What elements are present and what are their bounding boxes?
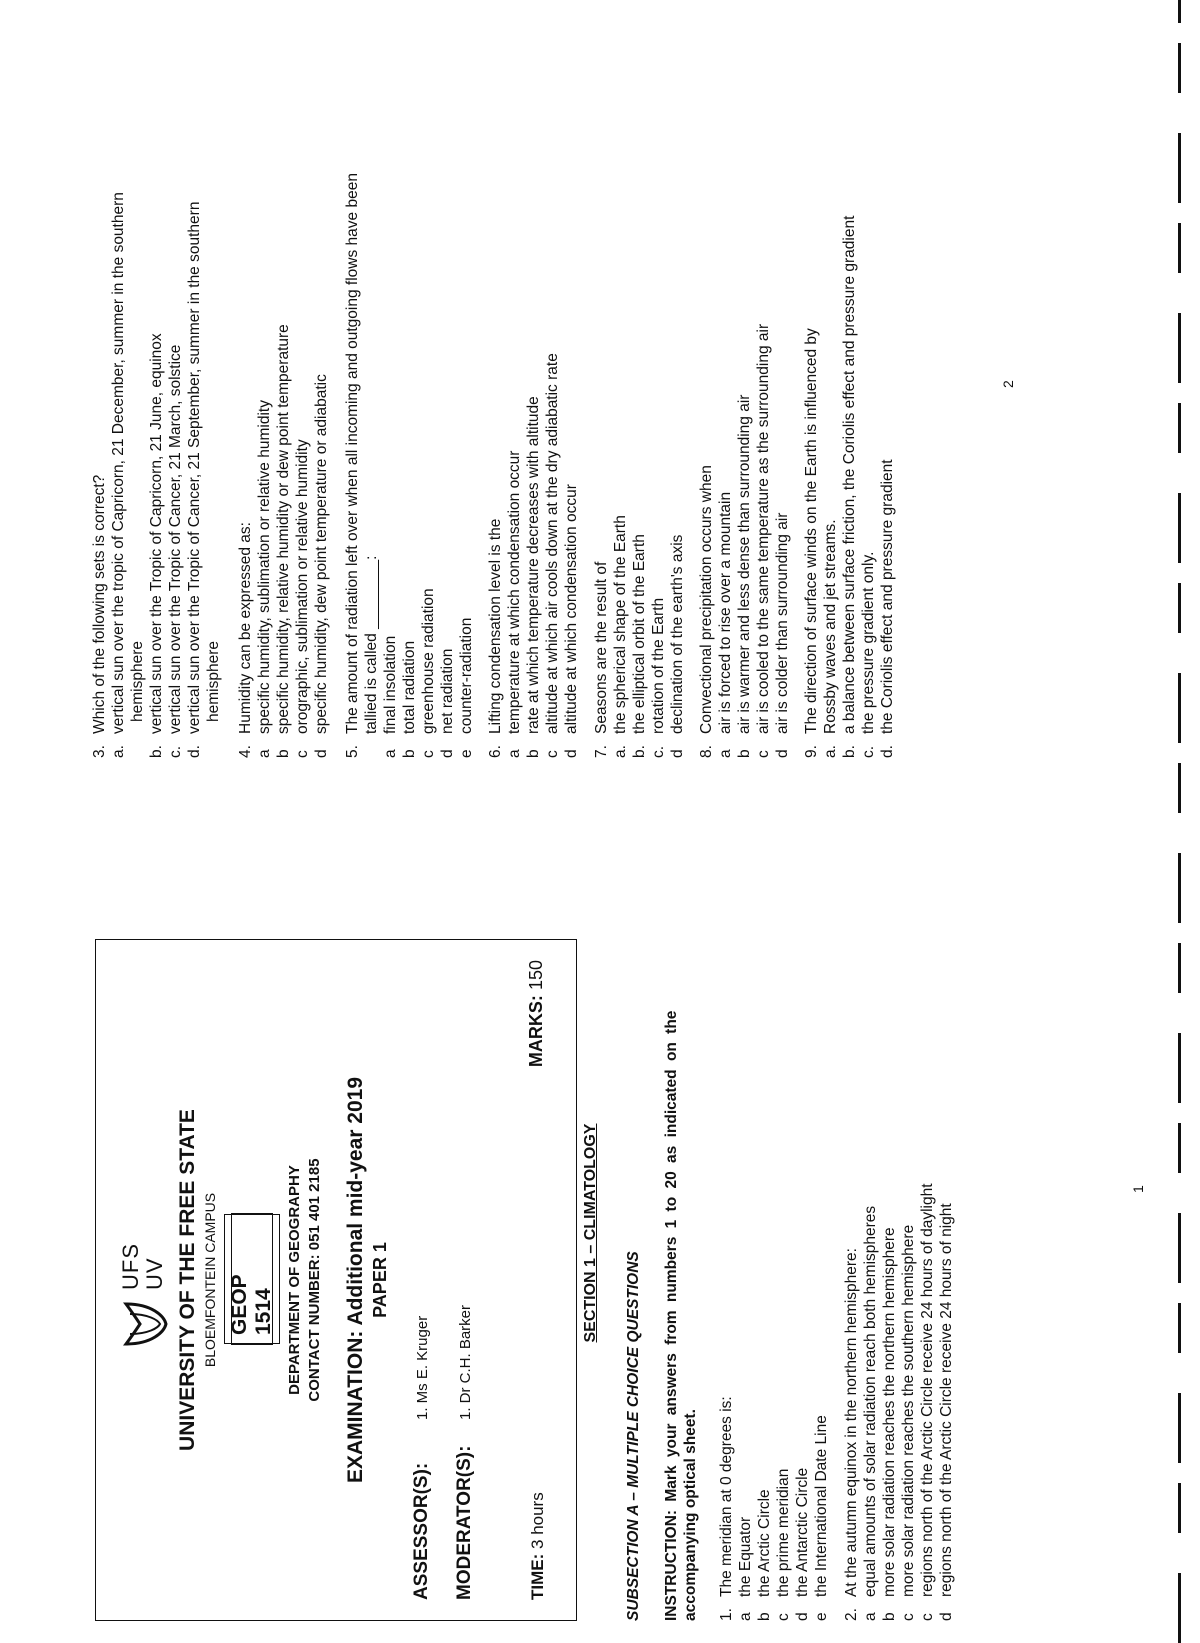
paper-number: PAPER 1 <box>370 1242 390 1318</box>
assessor-value: 1. Ms E. Kruger <box>414 1315 431 1420</box>
option-e: e the International Date Line <box>813 1415 830 1621</box>
marks-value: 150 <box>526 960 546 991</box>
option-b: b. a balance between surface friction, the Coriolis effect and pressure gradient <box>841 215 858 758</box>
option-e: e counter-radiation <box>458 617 475 758</box>
option-a: a air is forced to rise over a mountain <box>717 491 734 758</box>
ufs-logo <box>118 1200 170 1350</box>
option-b: b the Arctic Circle <box>756 1489 773 1621</box>
option-b: b rate at which temperature decreases with altitude <box>525 396 542 758</box>
question-stem: The meridian at 0 degrees is: <box>718 1396 735 1597</box>
question-number: 3. <box>91 745 108 758</box>
option-d: d net radiation <box>439 648 456 758</box>
question-number: 4. <box>237 745 254 758</box>
option-c: c orographic, sublimation or relative humidity <box>294 439 311 758</box>
question-stem: At the autumn equinox in the northern hemisphere: <box>843 1248 860 1597</box>
option-b: b more solar radiation reaches the northern hemisphere <box>881 1227 898 1621</box>
time-label: TIME: <box>528 1553 547 1600</box>
question-number: 1. <box>718 1608 735 1621</box>
question-1 <box>717 1396 831 1621</box>
question-stem-continued: tallied is called ________: <box>363 555 380 734</box>
question-stem: Which of the following sets is correct? <box>91 474 108 734</box>
logo-text-bottom: UV <box>142 1257 167 1290</box>
question-number: 6. <box>487 745 504 758</box>
option-c: c air is cooled to the same temperature as the surrounding air <box>755 323 772 758</box>
marks-label: MARKS: <box>526 995 546 1068</box>
question-number: 5. <box>344 745 361 758</box>
option-b: b total radiation <box>401 640 418 758</box>
question-stem: Humidity can be expressed as: <box>237 522 254 734</box>
option-c: c altitude at which air cools down at the dry adiabatic rate <box>544 353 561 758</box>
option-b: b air is warmer and less dense than surrounding air <box>736 394 753 758</box>
option-b: b. the elliptical orbit of the Earth <box>631 534 648 758</box>
question-8 <box>697 324 792 758</box>
question-number: 9. <box>803 745 820 758</box>
option-a: a specific humidity, sublimation or relative humidity <box>256 400 273 758</box>
option-d: d air is colder than surrounding air <box>774 512 791 758</box>
moderator-label: MODERATOR(S): <box>454 1445 475 1600</box>
scan-edge-line <box>1178 0 1181 1643</box>
option-a: a. vertical sun over the tropic of Capricorn, 21 December, summer in the southern <box>110 192 127 758</box>
assessor-label: ASSESSOR(S): <box>411 1462 432 1600</box>
option-c-alt: c regions north of the Arctic Circle receive 24 hours of daylight <box>919 1183 936 1621</box>
option-c: c. the pressure gradient only. <box>860 551 877 758</box>
option-b: b specific humidity, relative humidity or dew point temperature <box>275 324 292 758</box>
option-a: a the Equator <box>737 1516 754 1621</box>
question-6 <box>486 353 581 758</box>
question-9 <box>802 216 897 758</box>
option-d-continued: hemisphere <box>205 641 222 722</box>
course-code-box <box>228 1213 275 1345</box>
department-name: DEPARTMENT OF GEOGRAPHY <box>286 1165 303 1395</box>
option-d: d declination of the earth's axis <box>669 534 686 758</box>
time-value: 3 hours <box>528 1492 547 1549</box>
option-d: d. vertical sun over the Tropic of Cancer, 21 September, summer in the southern <box>186 201 203 758</box>
question-stem: Seasons are the result of <box>593 561 610 734</box>
option-a: a. Rossby waves and jet streams. <box>822 519 839 758</box>
option-b: b. vertical sun over the Tropic of Capricorn, 21 June, equinox <box>148 333 165 758</box>
option-d: d altitude at which condensation occur <box>563 484 580 758</box>
question-stem: Lifting condensation level is the <box>487 518 504 734</box>
university-name: UNIVERSITY OF THE FREE STATE <box>176 1109 199 1451</box>
option-c: c. vertical sun over the Tropic of Cancer, 21 March, solstice <box>167 344 184 758</box>
exam-title: EXAMINATION: Additional mid-year 2019 <box>344 1076 367 1484</box>
question-stem: The direction of surface winds on the Earth is influenced by <box>803 328 820 734</box>
question-5 <box>343 173 476 758</box>
option-d: d specific humidity, dew point temperature or adiabatic <box>313 374 330 758</box>
option-c: c greenhouse radiation <box>420 588 437 758</box>
course-code: GEOP 1514 <box>224 1214 280 1344</box>
time-row <box>528 1492 548 1600</box>
question-4 <box>236 324 331 758</box>
option-c: c the prime meridian <box>775 1468 792 1621</box>
question-number: 2. <box>843 1608 860 1621</box>
university-seal-icon <box>118 1298 170 1350</box>
question-number: 7. <box>593 745 610 758</box>
option-d: d regions north of the Arctic Circle receive 24 hours of night <box>938 1203 955 1621</box>
page-number-left: 1 <box>1130 1185 1146 1193</box>
page-number-right: 2 <box>1000 380 1016 388</box>
question-stem: Convectional precipitation occurs when <box>698 465 715 734</box>
question-7 <box>592 515 687 758</box>
question-stem: The amount of radiation left over when all incoming and outgoing flows have been <box>344 173 361 734</box>
option-c: c more solar radiation reaches the southern hemisphere <box>900 1224 917 1621</box>
question-2 <box>842 1183 956 1621</box>
option-a: a equal amounts of solar radiation reach both hemispheres <box>862 1205 879 1621</box>
campus-name: BLOEMFONTEIN CAMPUS <box>202 1192 218 1368</box>
option-a: a. the spherical shape of the Earth <box>612 515 629 758</box>
marks-row <box>526 960 547 1067</box>
instruction-line2: accompanying optical sheet. <box>682 1409 699 1621</box>
option-d: d. the Coriolis effect and pressure gradient <box>879 459 896 758</box>
instruction-block <box>662 1011 700 1621</box>
moderator-value: 1. Dr C.H. Barker <box>457 1304 474 1420</box>
option-a: a final insolation <box>382 635 399 758</box>
option-a-continued: hemisphere <box>129 641 146 722</box>
option-c: c. rotation of the Earth <box>650 597 667 758</box>
section-title: SECTION 1 – CLIMATOLOGY <box>582 1123 599 1343</box>
instruction-label: INSTRUCTION: <box>663 1509 680 1621</box>
logo-text-top: UFS <box>118 1243 143 1290</box>
option-a: a temperature at which condensation occur <box>506 450 523 758</box>
question-3 <box>90 192 223 758</box>
header-box <box>95 939 577 1621</box>
option-d: d the Antarctic Circle <box>794 1467 811 1621</box>
question-number: 8. <box>698 745 715 758</box>
subsection-title: SUBSECTION A – MULTIPLE CHOICE QUESTIONS <box>625 1251 642 1621</box>
contact-number: CONTACT NUMBER: 051 401 2185 <box>306 1158 323 1402</box>
instruction-line1: Mark your answers from numbers 1 to 20 as indicated on the <box>663 1010 680 1502</box>
